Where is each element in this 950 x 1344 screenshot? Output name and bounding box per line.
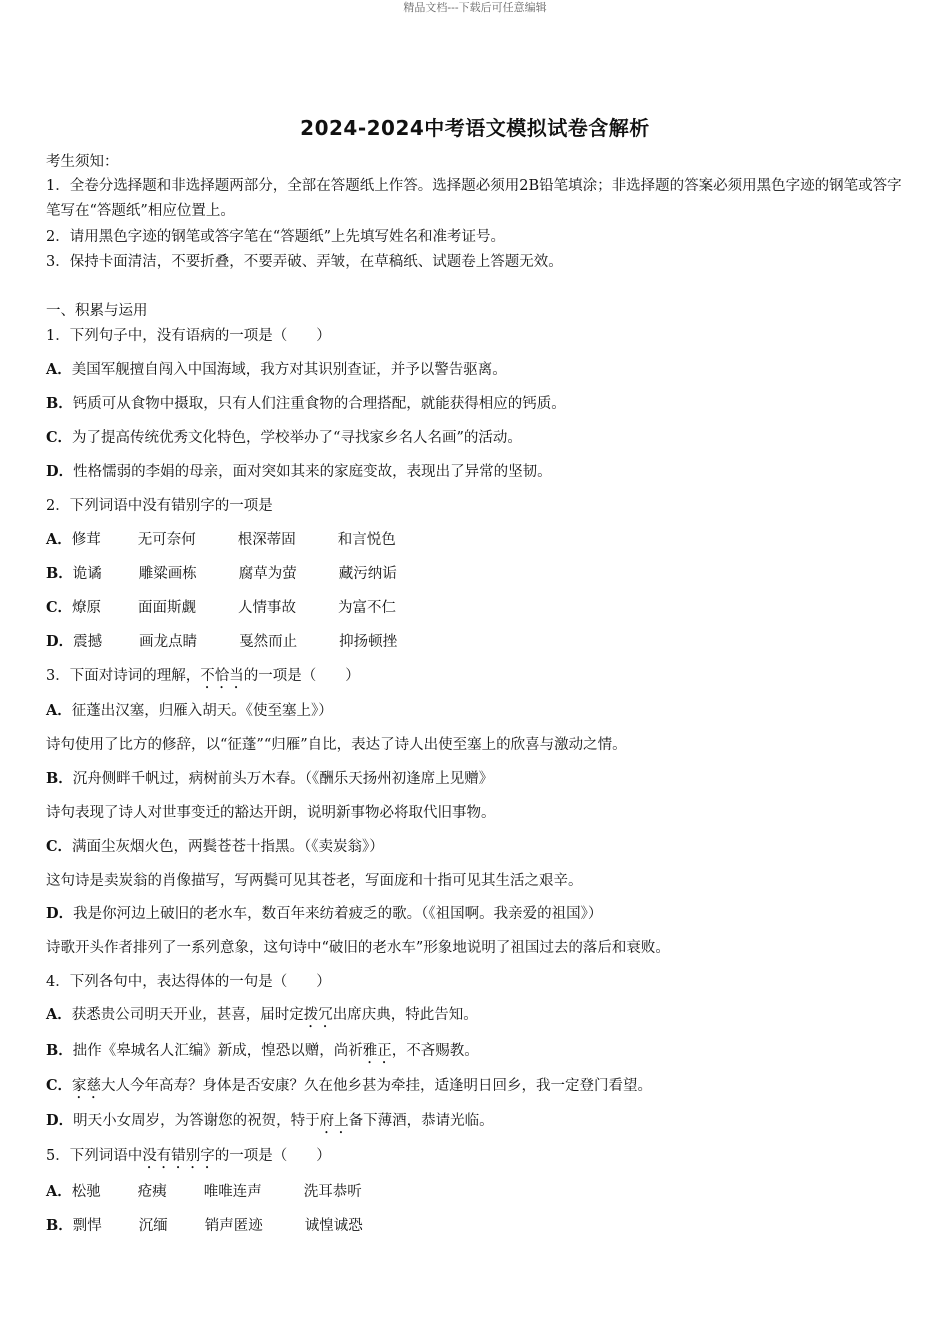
emphasized-text: 拨冗	[303, 1007, 333, 1023]
option-letter: B．	[46, 770, 73, 787]
option	[46, 395, 566, 413]
word: 画龙点睛	[139, 634, 198, 650]
word: 戛然而止	[239, 634, 298, 650]
option-text: 备下薄酒，恭请光临。	[348, 1113, 494, 1129]
option-letter: A．	[46, 702, 72, 719]
option-letter: A．	[46, 531, 72, 548]
option-letter: D．	[46, 463, 74, 480]
option-letter: D．	[46, 905, 74, 922]
word: 剽悍	[72, 1218, 102, 1234]
option-note: 诗句使用了比方的修辞，以“征蓬”“归雁”自比，表达了诗人出使至塞上的欣喜与激动之情。	[46, 737, 627, 753]
stem-text: 的一项是（ ）	[243, 668, 360, 684]
option-text: ，不吝赐教。	[391, 1043, 479, 1059]
option	[46, 1042, 479, 1067]
word: 无可奈何	[137, 532, 196, 548]
option	[46, 599, 396, 617]
section-heading: 一、积累与运用	[46, 303, 148, 319]
option-letter: C．	[46, 838, 73, 855]
option	[46, 1112, 494, 1137]
word: 震撼	[73, 634, 103, 650]
header-note: 精品文档---下载后可任意编辑	[403, 1, 547, 14]
emphasized-text: 雅正	[362, 1043, 392, 1059]
question-stem	[46, 1147, 331, 1172]
option	[46, 1217, 363, 1235]
option-letter: B．	[46, 1217, 73, 1234]
option	[46, 531, 396, 549]
notice-item: 2．请用黑色字迹的钢笔或答字笔在“答题纸”上先填写姓名和准考证号。	[46, 229, 506, 245]
stem-text: 5．下列词语中	[46, 1148, 143, 1164]
stem-text: 的一项是（ ）	[214, 1148, 331, 1164]
option-letter: A．	[46, 1006, 72, 1023]
emphasized-text: 府上	[319, 1113, 349, 1129]
option-text: 明天小女周岁，为答谢您的祝贺，特于	[73, 1113, 320, 1129]
option-note: 诗句表现了诗人对世事变迁的豁达开朗，说明新事物必将取代旧事物。	[46, 805, 496, 821]
question-stem: 1．下列句子中，没有语病的一项是（ ）	[46, 328, 331, 344]
word: 根深蒂固	[237, 532, 296, 548]
option-note: 诗歌开头作者排列了一系列意象，这句诗中“破旧的老水车”形象地说明了祖国过去的落后和衰败。	[46, 940, 670, 956]
option	[46, 361, 507, 379]
word: 雕粱画栋	[138, 566, 197, 582]
word: 松驰	[71, 1184, 101, 1200]
word: 洗耳恭听	[303, 1184, 362, 1200]
option-letter: D．	[46, 633, 74, 650]
option-text: 拙作《皋城名人汇编》新成，惶恐以赠，尚祈	[72, 1043, 363, 1059]
word: 为富不仁	[338, 600, 397, 616]
option-text: 美国军舰擅自闯入中国海域，我方对其识别查证，并予以警告驱离。	[71, 362, 507, 378]
word: 沉缅	[138, 1218, 168, 1234]
option-text: 大人今年高寿？身体是否安康？久在他乡甚为牵挂，适逢明日回乡，我一定登门看望。	[101, 1078, 653, 1094]
word: 疮痍	[137, 1184, 167, 1200]
question-stem: 2．下列词语中没有错别字的一项是	[46, 498, 273, 514]
option-letter: A．	[46, 361, 72, 378]
word: 诡谲	[72, 566, 102, 582]
option	[46, 633, 397, 651]
word: 面面斯觑	[138, 600, 197, 616]
option	[46, 770, 493, 788]
emphasized-text: 家慈	[72, 1078, 102, 1094]
option	[46, 1183, 362, 1201]
option	[46, 1077, 652, 1102]
option-letter: A．	[46, 1183, 72, 1200]
word: 修茸	[71, 532, 101, 548]
option	[46, 1006, 478, 1031]
option-text: 满面尘灰烟火色，两鬓苍苍十指黑。（《卖炭翁》）	[72, 839, 384, 855]
word: 诚惶诚恐	[304, 1218, 363, 1234]
option-text: 出席庆典，特此告知。	[332, 1007, 478, 1023]
option-letter: D．	[46, 1112, 74, 1129]
question-stem	[46, 667, 360, 692]
option-note: 这句诗是卖炭翁的肖像描写，写两鬓可见其苍老，写面庞和十指可见其生活之艰辛。	[46, 873, 583, 889]
option-text: 获悉贵公司明天开业，甚喜，届时定	[71, 1007, 304, 1023]
option-letter: B．	[46, 565, 73, 582]
option-text: 钙质可从食物中摄取，只有人们注重食物的合理搭配，就能获得相应的钙质。	[72, 396, 566, 412]
option-letter: C．	[46, 599, 73, 616]
option-text: 性格懦弱的李娟的母亲，面对突如其来的家庭变故，表现出了异常的坚韧。	[73, 464, 552, 480]
word: 腐草为萤	[238, 566, 297, 582]
option	[46, 463, 552, 481]
option	[46, 905, 602, 923]
option-letter: C．	[46, 429, 73, 446]
option-text: 沉舟侧畔千帆过，病树前头万木春。（《酬乐天扬州初逢席上见赠》	[72, 771, 494, 787]
option	[46, 429, 522, 447]
option-letter: C．	[46, 1077, 73, 1094]
word: 销声匿迹	[204, 1218, 263, 1234]
emphasized-text: 没有错别字	[142, 1148, 215, 1164]
word: 藏污纳诟	[338, 566, 397, 582]
option-letter: B．	[46, 1042, 73, 1059]
word: 人情事故	[238, 600, 297, 616]
option	[46, 838, 384, 856]
option-letter: B．	[46, 395, 73, 412]
word: 燎原	[72, 600, 102, 616]
option-text: 为了提高传统优秀文化特色，学校举办了“寻找家乡名人名画”的活动。	[72, 430, 522, 446]
word: 和言悦色	[337, 532, 396, 548]
question-stem: 4．下列各句中，表达得体的一句是（ ）	[46, 974, 331, 990]
word: 唯唯连声	[203, 1184, 262, 1200]
option-text: 我是你河边上破旧的老水车，数百年来纺着疲乏的歌。（《祖国啊。我亲爱的祖国》）	[73, 906, 603, 922]
notice-heading: 考生须知：	[46, 154, 119, 170]
notice-item: 3．保持卡面清洁，不要折叠，不要弄破、弄皱，在草稿纸、试题卷上答题无效。	[46, 254, 563, 270]
option	[46, 565, 397, 583]
option	[46, 702, 333, 720]
option-text: 征蓬出汉塞，归雁入胡天。《使至塞上》）	[71, 703, 333, 719]
emphasized-text: 不恰当	[200, 668, 244, 684]
stem-text: 3．下面对诗词的理解，	[46, 668, 201, 684]
page-title: 2024-2024中考语文模拟试卷含解析	[300, 116, 650, 140]
word: 抑扬顿挫	[339, 634, 398, 650]
notice-item: 1．全卷分选择题和非选择题两部分，全部在答题纸上作答。选择题必须用2B铅笔填涂；非选择题的答案必须用黑色字迹的钢笔或答字笔写在“答题纸”相应位置上。	[46, 178, 902, 219]
